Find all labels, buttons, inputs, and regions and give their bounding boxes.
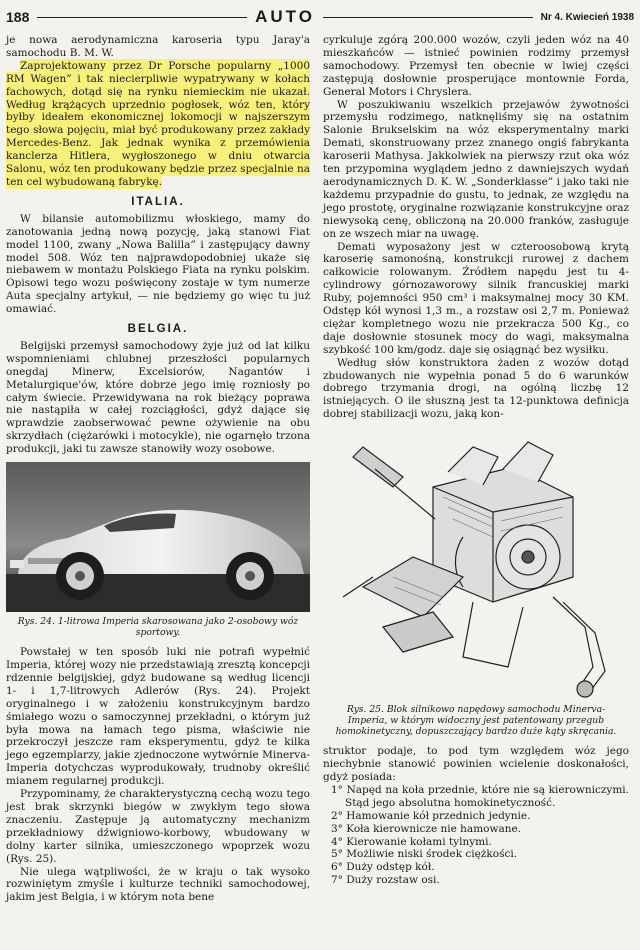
left-column — [6, 34, 310, 904]
demati-specs-paragraph: Demati wyposażony jest w czteroosobową krytą karoserię samonośną, konstrukcji rurowej z dachem całkowicie rolowanym. Źródłem napędu jest tu 4-cylindrowy górnozaworowy silnik francuskiej marki Ruby, pojemności 950 cm³ i maksymalnej mocy 30 KM. Odstęp kół wynosi 1,3 m., a rozstaw osi 2,7 m. Ponieważ ciężar kompletnego wozu nie przekracza 500 Kg., co daje dosłownie stosunek mocy do wagi, maksymalna szybkość 100 km/godz. daje się osiągnąć bez wysiłku. — [323, 240, 629, 356]
feature-item: 7° Duży rozstaw osi. — [331, 874, 440, 887]
features-list — [323, 784, 629, 887]
figure-25-caption: Rys. 25. Blok silnikowo napędowy samochodu Minerva-Imperia, w którym widoczny jest patentowany przegub homokinetyczny, dopuszczający bardzo duże kąty skręcania. — [335, 704, 617, 738]
feature-item: 2° Hamowanie kół przednich jedynie. — [331, 809, 531, 822]
demati-paragraph: W poszukiwaniu wszelkich przejawów żywotności przemysłu rodzimego, natknęliśmy się na ostatnim Salonie Brukselskim na wóz eksperymentalny marki Demati, skonstruowany przez znanego ongiś fabrykanta karoserii Mathysa. Jakkolwiek na pierwszy rzut oka wóz ten przypomina wyglądem jedno z dawniejszych wydań aerodynamicznych D. K. W. „Sonderklasse” i jako taki nie każdemu przypadnie do gustu, to jednak, ze względu na jego prostotę, oryginalne rozwiązanie konstrukcyjne oraz niewysoką cenę, obliczoną na 20.000 franków, zasługuje on ze wszech miar na uwagę. — [323, 98, 629, 240]
feature-item: 1° Napęd na koła przednie, które nie są kierowniczymi. Stąd jego absolutna homokinetyczność. — [331, 783, 629, 809]
section-heading-italia: ITALIA. — [131, 195, 185, 208]
feature-item: 6° Duży odstęp kół. — [331, 861, 435, 874]
imperia-paragraph: Powstałej w ten sposób luki nie potrafi wypełnić Imperia, której wozy nie przedstawiają zresztą koncepcji rdzennie belgijskiej, gdyż budowane są według licencji 1- i 1,7-litrowych Adlerów (Rys. 24). Projekt oryginalnego i w założeniu konstrukcyjnym bardzo śmiałego wozu o samoczynnej przekładni, o którym już była mowa na łamach tego pisma, właściwie nie przekroczył jeszcze ram eksperymentu, gdyż te kilka jego egzemplarzy, jakie zjednoczone wytwórnie Minerva-Imperia dotychczas wyprodukowały, trudnoby określić mianem regularnej produkcji. — [6, 646, 310, 788]
feature-item: 5° Możliwie niski środek ciężkości. — [331, 848, 518, 861]
feature-item: 3° Koła kierownicze nie hamowane. — [331, 822, 522, 835]
italia-paragraph: W bilansie automobilizmu włoskiego, mamy do zanotowania jedną nową pozycję, jaką stanowi Fiat model 1100, zwany „Nowa Balilla” i zastępujący dawny model 508. Wóz ten najprawdopodobniej ukaże się niebawem w montażu Polskiego Fiata na rynku polskim. Opisowi tego wozu poświęcony zostaje w tym numerze Auta specjalny artykuł, — nie będziemy go więc tu już omawiać. — [6, 212, 310, 316]
highlighted-text: Zaprojektowany przez Dr Porsche popularny „1000 RM Wagen” i tak niecierpliwie wypatrywany w kołach fachowych, dotąd się na rynku niemieckim nie ukazał. Według krążących uprzednio pogłosek, wóz ten, który byłby ideałem ekonomicznej lokomocji w najszerszym tego słowa pojęciu, miał być produkowany przez zakłady Mercedes-Benz. Jak jednak wynika z przemówienia kanclerza Hitlera, wygłoszonego w dniu otwarcia Salonu, wóz ten produkowany będzie przez specjalnie na ten cel wybudowaną fabrykę. — [6, 59, 310, 188]
feature-item: 4° Kierowanie kołami tylnymi. — [331, 835, 492, 848]
porsche-paragraph — [6, 60, 310, 189]
figure-24-caption: Rys. 24. 1-litrowa Imperia skarosowana jako 2-osobowy wóz sportowy. — [17, 616, 299, 639]
section-heading-belgia: BELGIA. — [127, 323, 189, 336]
imperia-car-photo — [6, 462, 310, 612]
header-rule-left — [37, 17, 247, 18]
magazine-title: AUTO — [255, 7, 315, 26]
intro-paragraph: je nowa aerodynamiczna karoseria typu Jaray'a samochodu B. M. W. — [6, 34, 310, 59]
engine-block-drawing — [323, 427, 629, 702]
issue-label: Nr 4. Kwiecień 1938 — [540, 11, 635, 23]
page-header — [6, 6, 634, 28]
constructor-paragraph: Według słów konstruktora żaden z wozów dotąd zbudowanych nie wypełnia ponad 5 do 6 warunków dobrego trzymania drogi, na ogólną liczbę 12 istniejących. O ile słuszną jest ta 12-punktowa definicja dobrej stabilizacji wozu, jaką kon- — [323, 356, 629, 421]
gearbox-paragraph: Przypominamy, że charakterystyczną cechą wozu tego jest brak skrzynki biegów w zwykłym tego słowa znaczeniu. Zastępuje ją automatyczny mechanizm przekładniowy dźwigniowo-korbowy, wbudowany w dolny karter silnika, umieszczonego wpoprzek wozu (Rys. 25). — [6, 788, 310, 865]
header-rule-right — [323, 17, 533, 18]
belgia-paragraph: Belgijski przemysł samochodowy żyje już od lat kilku wspomnieniami chlubnej przeszłości popularnych onegdaj Minerw, Excelsiorów, Nagantów i Metalurgique'ów, które dobrze jego imię rozniosły po całym świecie. Przewidywana na rok bieżący poprawa nie nastąpiła w całej rozciągłości, gdyż dające się wprawdzie zaobserwować pewne ożywienie na obu skrzydłach (ciężarówki i motocykle), nie ogarnęło trzona produkcji, jaki tu zawsze stanowiły wozy osobowe. — [6, 339, 310, 456]
closing-paragraph: Nie ulega wątpliwości, że w kraju o tak wysoko rozwiniętym zmyśle i kulturze techniki samochodowej, jakim jest Belgia, i w którym nota bene — [6, 865, 310, 904]
market-paragraph: cyrkuluje zgórą 200.000 wozów, czyli jeden wóz na 40 mieszkańców — istnieć powinien rodzimy przemysł samochodowy. Przemysł ten obecnie w lwiej części zastępują dosłownie prosperujące montownie Forda, General Motors i Chryslera. — [323, 34, 629, 98]
requirements-paragraph: struktor podaje, to pod tym względem wóz jego niechybnie stanowić powinien wcielenie doskonałości, gdyż posiada: — [323, 745, 629, 783]
page-number: 188 — [6, 9, 30, 25]
right-column — [323, 34, 629, 887]
